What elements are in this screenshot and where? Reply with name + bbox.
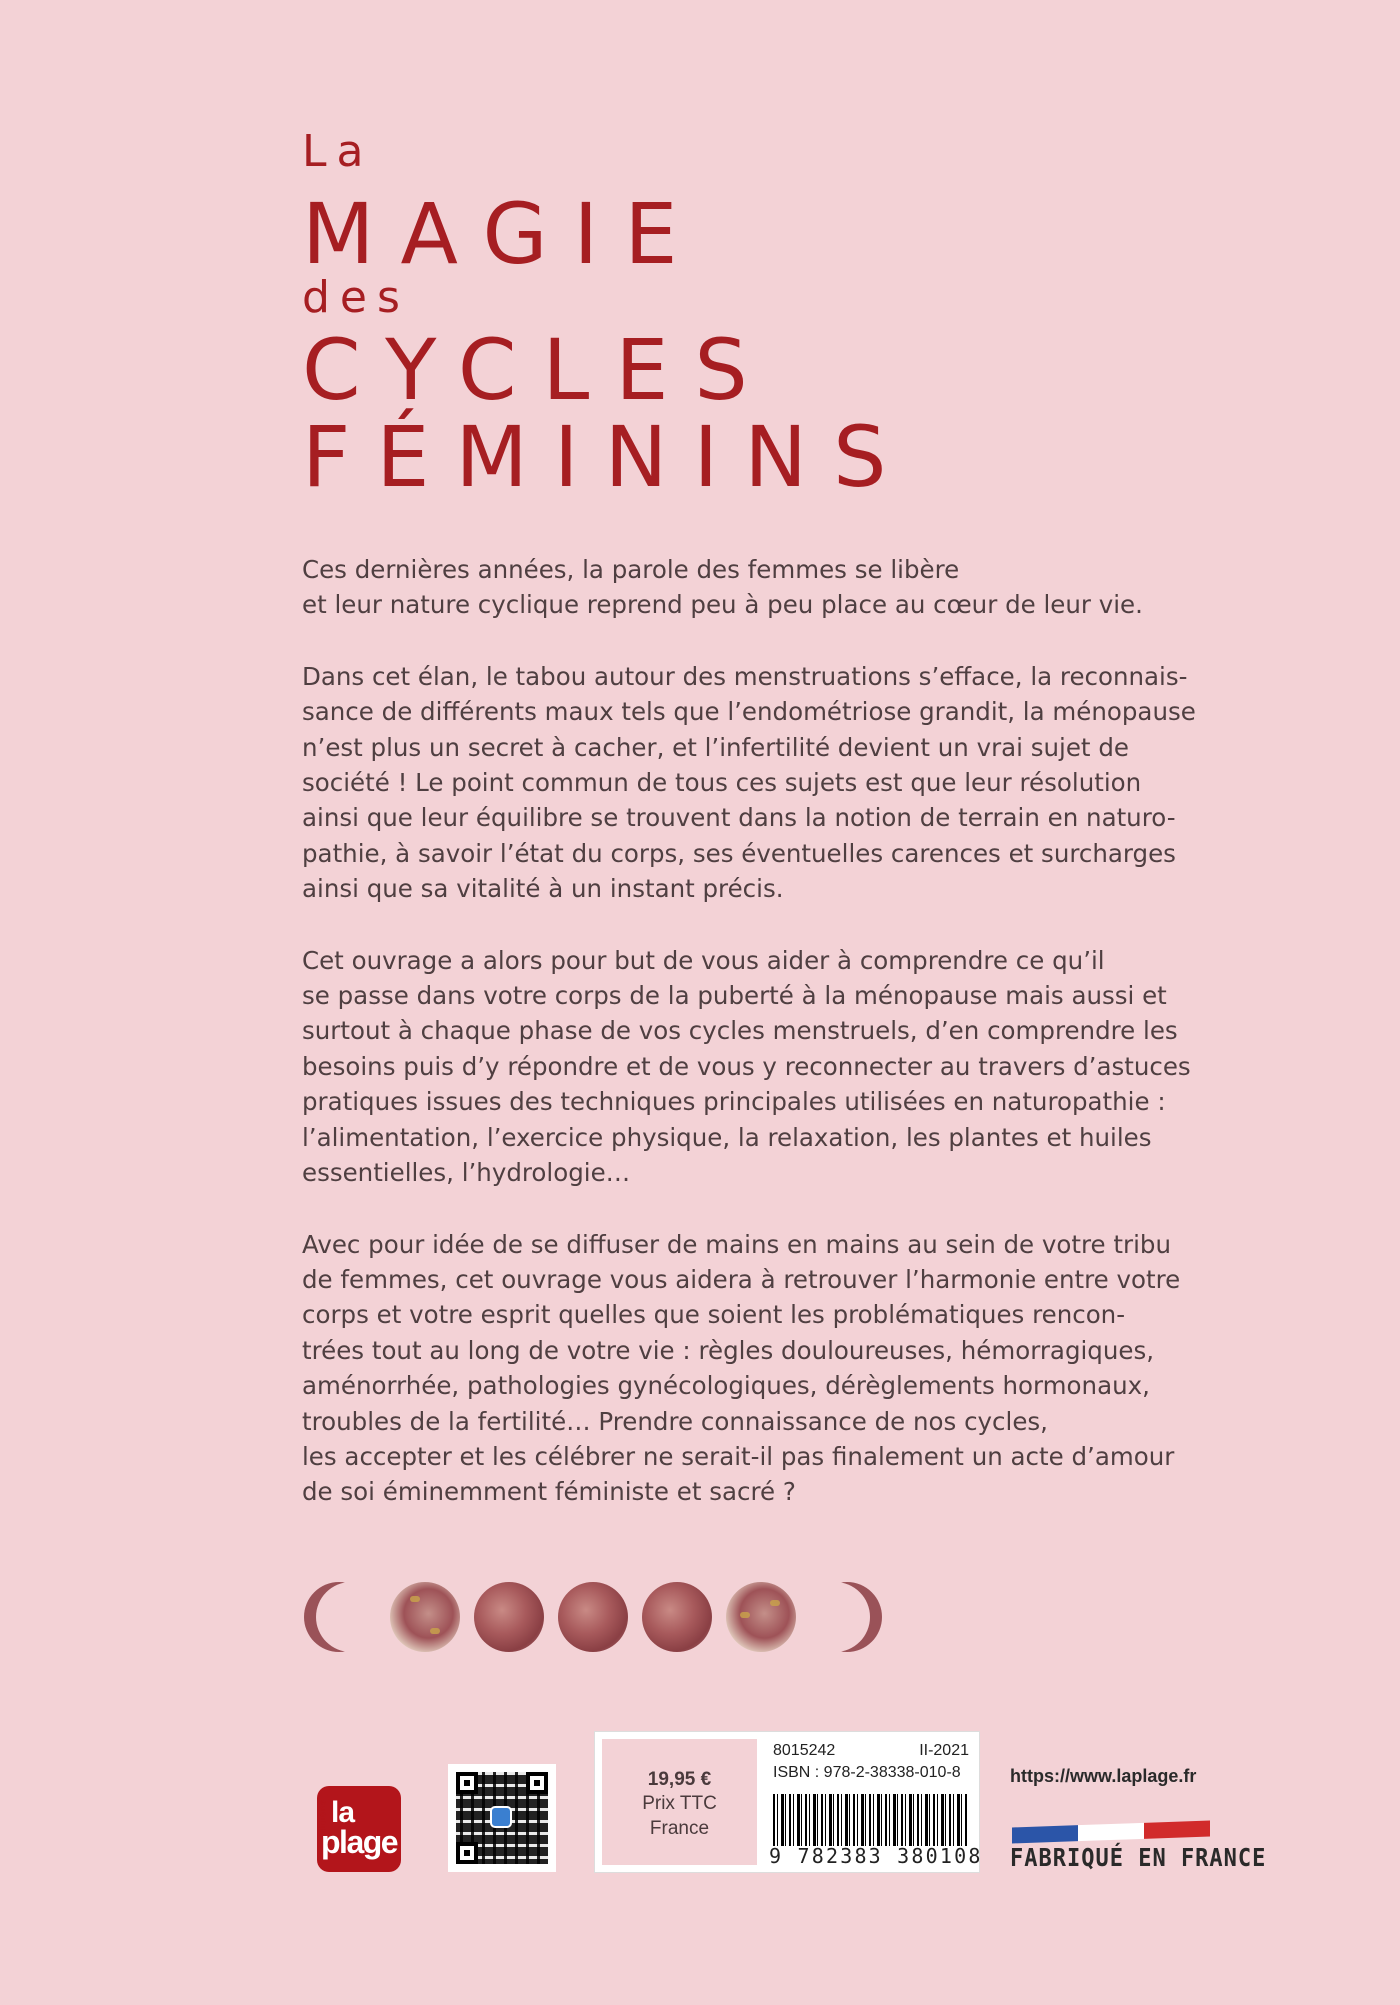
website-link[interactable]: https://www.laplage.fr [1010, 1766, 1197, 1786]
isbn: ISBN : 978-2-38338-010-8 [773, 1764, 961, 1781]
logo-editions-label: éditions [317, 1799, 328, 1839]
price-amount: 19,95 € [647, 1769, 712, 1790]
price-country: France [649, 1818, 710, 1839]
qr-code[interactable] [448, 1764, 556, 1872]
title-des: des [302, 272, 410, 323]
title-cycles: CYCLES [302, 321, 774, 419]
crescent-moon-icon [306, 1582, 376, 1652]
title-magie: MAGIE [302, 185, 704, 283]
instagram-icon [490, 1806, 512, 1828]
product-code: 8015242 [773, 1742, 836, 1759]
paragraph: Ces dernières années, la parole des femmes se libère et leur nature cyclique reprend peu à peu place au cœur de leur vie. [302, 555, 1143, 620]
full-moon-icon [558, 1582, 628, 1652]
paragraph: Avec pour idée de se diffuser de mains en mains au sein de votre tribu de femmes, cet ouvrage vous aidera à retrouver l’harmonie entre votre corps et votre esprit quelles que soient les problématiques rencon- trées tout au long de votre vie : règles douloureuses, hémorragiques, aménorrhée, pathologies gynécologiques, dérèglements hormonaux, troubles de la fertilité… Prendre connaissance de nos cycles, les accepter et les célébrer ne serait-il pas finalement un acte d’amour de soi éminemment féministe et sacré ? [302, 1229, 1181, 1507]
barcode-digits: 9 782383 380108 [769, 1844, 983, 1868]
price-label: Prix TTC [642, 1793, 717, 1814]
gibbous-moon-icon [390, 1582, 460, 1652]
full-moon-icon [474, 1582, 544, 1652]
moon-phases-illustration [302, 1578, 882, 1654]
paragraph: Dans cet élan, le tabou autour des menstruations s’efface, la reconnais- sance de différents maux tels que l’endométriose grandit, la ménopause n’est plus un secret à cacher, et l’infertilité devient un vrai sujet de société ! Le point commun de tous ces sujets est que leur résolution ainsi que leur équilibre se trouvent dans la notion de terrain en naturo- pathie, à savoir l’état du corps, ses éventuelles carences et surcharges ainsi que sa vitalité à un instant précis. [302, 661, 1196, 904]
price-panel [602, 1739, 757, 1865]
logo-plage: plage [321, 1824, 398, 1860]
french-flag-icon [1012, 1821, 1210, 1844]
price-barcode-box [594, 1731, 983, 1873]
back-cover-text [302, 552, 1222, 1546]
crescent-moon-icon [810, 1582, 880, 1652]
barcode-icon [773, 1794, 969, 1846]
paragraph: Cet ouvrage a alors pour but de vous aider à comprendre ce qu’il se passe dans votre corps de la puberté à la ménopause mais aussi et surtout à chaque phase de vos cycles menstruels, d’en comprendre les besoins puis d’y répondre et de vous y reconnecter au travers d’astuces pratiques issues des techniques principales utilisées en naturopathie : l’alimentation, l’exercice physique, la relaxation, les plantes et huiles essentielles, l’hydrologie… [302, 945, 1191, 1188]
edition-date: II-2021 [919, 1742, 969, 1759]
barcode-area [765, 1732, 983, 1872]
gibbous-moon-icon [726, 1582, 796, 1652]
full-moon-icon [642, 1582, 712, 1652]
made-in-france-label: FABRIQUÉ EN FRANCE [1010, 1844, 1267, 1873]
title-feminins: FÉMININS [302, 408, 913, 506]
publisher-logo [317, 1786, 401, 1872]
logo-la: la [331, 1796, 355, 1829]
title-la: La [302, 126, 374, 177]
